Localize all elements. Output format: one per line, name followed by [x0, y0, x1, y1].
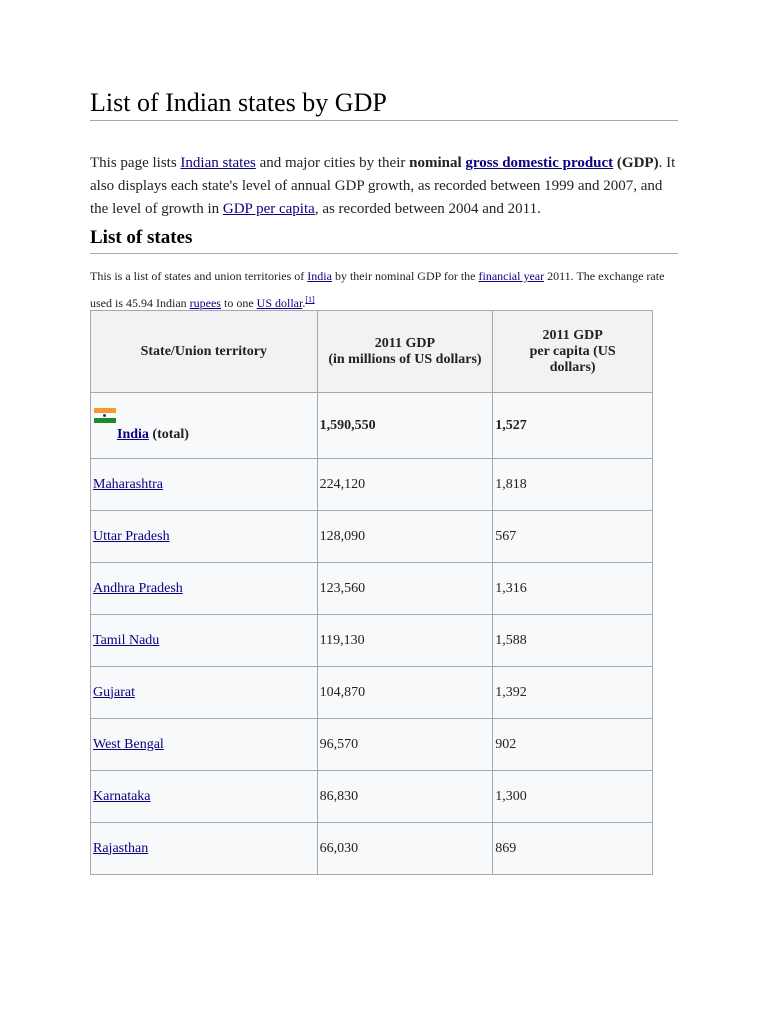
article: [90, 88, 678, 315]
page-title: List of Indian states by GDP: [90, 88, 678, 121]
table-row: [91, 563, 653, 615]
cell-gdp: 66,030: [317, 823, 493, 875]
table-row: [91, 615, 653, 667]
state-link[interactable]: Tamil Nadu: [93, 632, 160, 648]
cell-per-capita: 567: [493, 511, 653, 563]
state-link[interactable]: Maharashtra: [93, 476, 163, 492]
table-row: [91, 823, 653, 875]
cell-per-capita: 902: [493, 719, 653, 771]
table-row: [91, 511, 653, 563]
india-flag-icon: [94, 408, 116, 423]
reference-link[interactable]: [1]: [305, 295, 315, 304]
section-text: 2011. The exchange rate used is 45.94 Indian: [90, 269, 665, 310]
cell-gdp: 123,560: [317, 563, 493, 615]
intro-bold-gdp: (GDP): [616, 155, 659, 171]
cell-per-capita: 1,316: [493, 563, 653, 615]
table-row: [91, 719, 653, 771]
link-gross-domestic-product[interactable]: gross domestic product: [465, 155, 614, 171]
table-row: [91, 459, 653, 511]
section-text: by their nominal GDP for the: [331, 269, 479, 283]
intro-bold-nominal: nominal: [409, 155, 462, 171]
state-link[interactable]: Rajasthan: [93, 840, 149, 856]
cell-state: [91, 459, 318, 511]
cell-state: [91, 667, 318, 719]
header-state-label: State/Union territory: [140, 343, 267, 359]
cell-per-capita: 1,300: [493, 771, 653, 823]
cell-state: [91, 393, 318, 459]
section-text: This is a list of states and union territories of: [90, 269, 308, 283]
header-gdp: [317, 311, 493, 393]
link-india[interactable]: India: [307, 269, 332, 283]
cell-per-capita: 1,527: [493, 393, 653, 459]
cell-per-capita: 1,818: [493, 459, 653, 511]
table-row-total: [91, 393, 653, 459]
section-paragraph: [90, 264, 678, 315]
intro-paragraph: [90, 152, 678, 221]
header-state: [91, 311, 318, 393]
cell-per-capita: 1,392: [493, 667, 653, 719]
cell-gdp: 119,130: [317, 615, 493, 667]
state-link[interactable]: Andhra Pradesh: [93, 580, 183, 596]
header-gdp-line: (in millions of US dollars): [328, 351, 482, 367]
cell-gdp: 86,830: [317, 771, 493, 823]
cell-state: [91, 719, 318, 771]
header-per-capita-line: per capita (US: [529, 343, 616, 359]
cell-gdp: 1,590,550: [317, 393, 493, 459]
state-link[interactable]: West Bengal: [93, 736, 164, 752]
link-india-total[interactable]: India: [117, 427, 149, 442]
cell-gdp: 96,570: [317, 719, 493, 771]
cell-state: [91, 823, 318, 875]
cell-gdp: 224,120: [317, 459, 493, 511]
intro-text: , as recorded between 2004 and 2011.: [314, 201, 541, 217]
intro-text: . It also displays each state's level of annual GDP growth, as recorded between 1999 and 2007, and the level of growth in: [90, 155, 676, 217]
header-per-capita: [493, 311, 653, 393]
cell-per-capita: 869: [493, 823, 653, 875]
table-row: [91, 771, 653, 823]
cell-per-capita: 1,588: [493, 615, 653, 667]
state-link[interactable]: Karnataka: [93, 788, 151, 804]
intro-text: This page lists: [90, 155, 181, 171]
cell-state: [91, 771, 318, 823]
header-per-capita-line: dollars): [549, 359, 596, 375]
cell-state: [91, 563, 318, 615]
table-row: [91, 667, 653, 719]
table-header-row: [91, 311, 653, 393]
link-rupees[interactable]: rupees: [189, 296, 221, 310]
link-indian-states[interactable]: Indian states: [180, 155, 256, 171]
section-text: to one: [220, 296, 257, 310]
state-link[interactable]: Uttar Pradesh: [93, 528, 170, 544]
cell-state: [91, 511, 318, 563]
intro-text: and major cities by their: [255, 155, 410, 171]
gdp-table: [90, 310, 653, 875]
cell-state: [91, 615, 318, 667]
link-us-dollar[interactable]: US dollar: [256, 296, 303, 310]
section-text: .: [302, 296, 306, 310]
header-per-capita-line: 2011 GDP: [542, 327, 603, 343]
state-link[interactable]: Gujarat: [93, 684, 135, 700]
link-financial-year[interactable]: financial year: [478, 269, 545, 283]
header-gdp-line: 2011 GDP: [374, 335, 436, 351]
cell-gdp: 128,090: [317, 511, 493, 563]
total-suffix: (total): [148, 427, 189, 442]
cell-gdp: 104,870: [317, 667, 493, 719]
section-heading: List of states: [90, 226, 678, 254]
link-gdp-per-capita[interactable]: GDP per capita: [222, 201, 315, 217]
